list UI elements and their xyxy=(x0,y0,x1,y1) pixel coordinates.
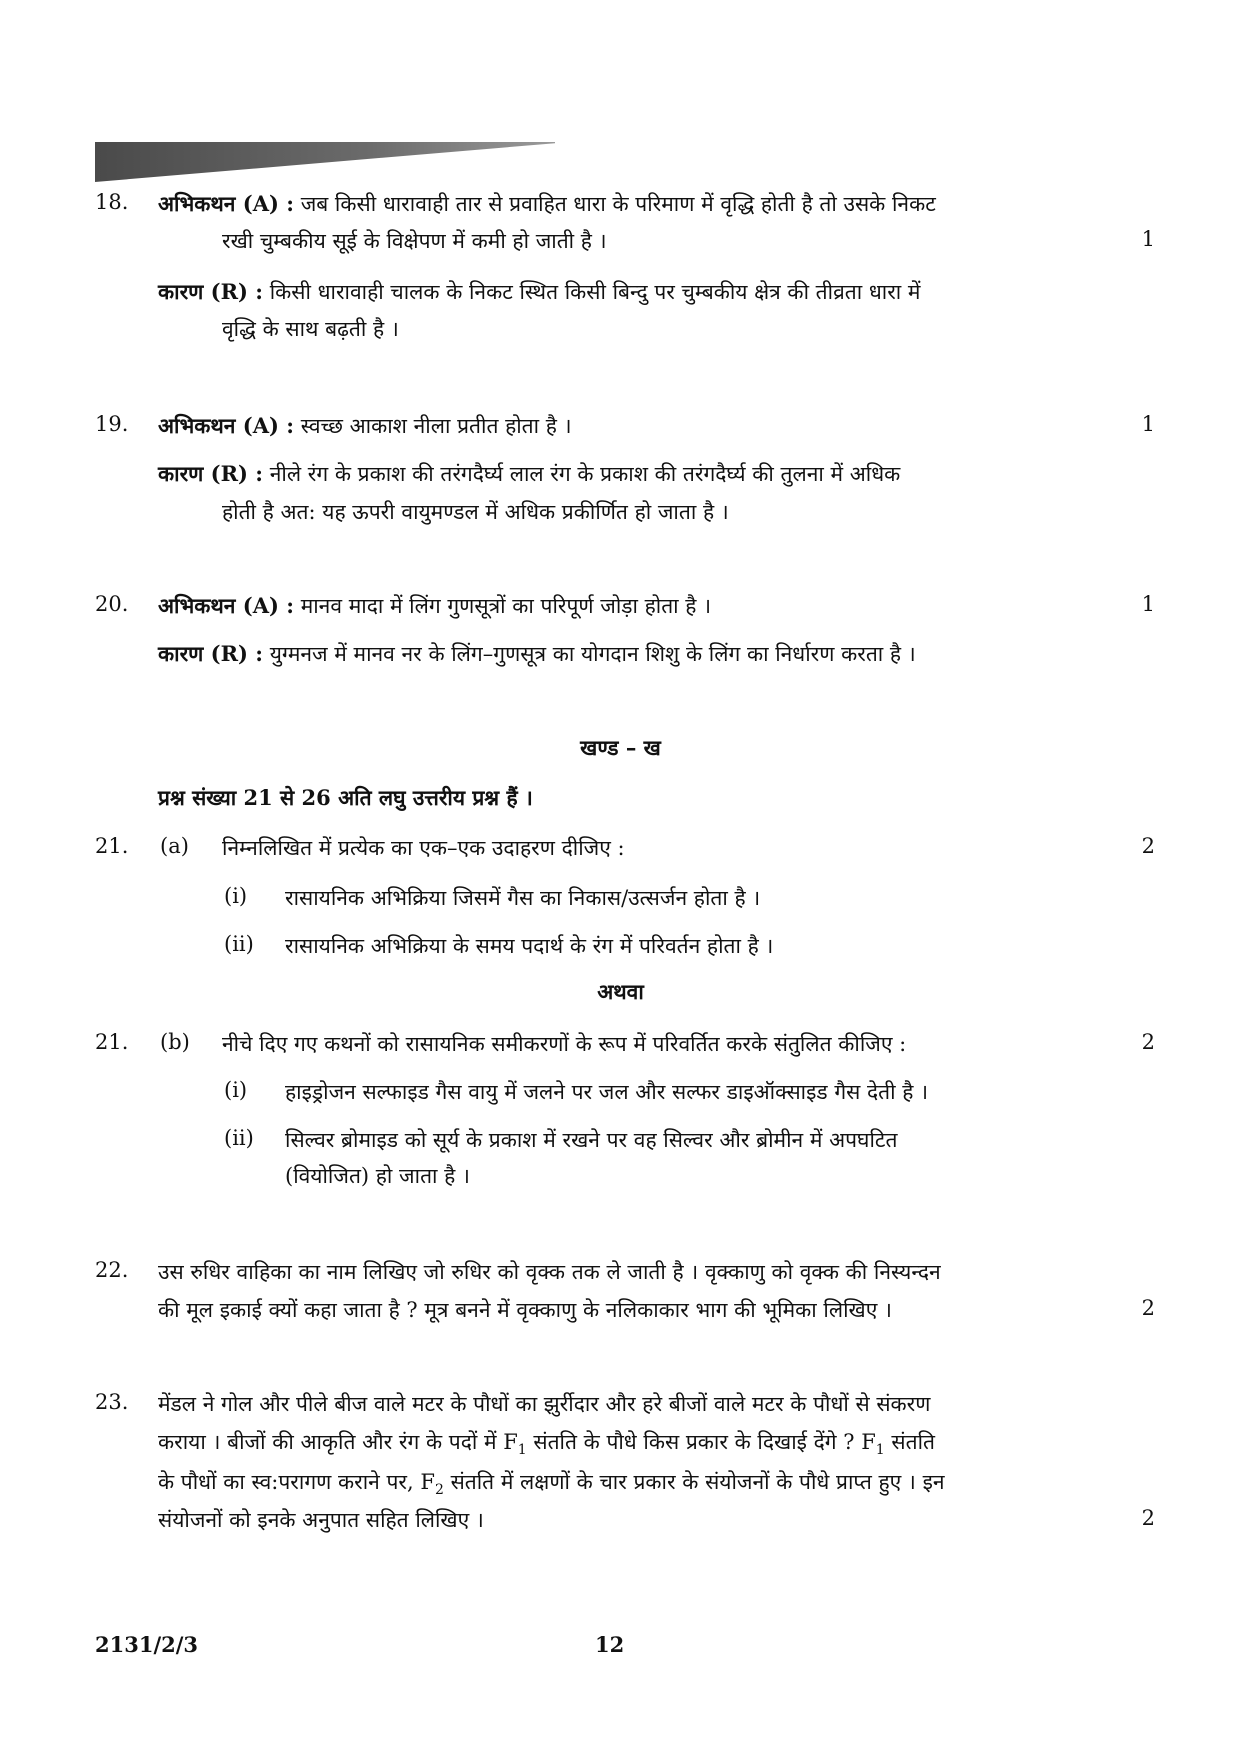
question-text: उस रुधिर वाहिका का नाम लिखिए जो रुधिर को वृक्क तक ले जाती है । वृक्काणु को वृक्क की निस्यन्दन xyxy=(158,1260,941,1284)
subpart-label: (ii) xyxy=(224,1126,254,1150)
question-text-cont: की मूल इकाई क्यों कहा जाता है ? मूत्र बनने में वृक्काणु के नलिकाकार भाग की भूमिका लिखिए । xyxy=(158,1298,892,1322)
marks: 2 xyxy=(1141,1030,1155,1054)
assertion-text-cont: रखी चुम्बकीय सूई के विक्षेपण में कमी हो जाती है । xyxy=(222,229,607,253)
marks: 2 xyxy=(1141,1296,1155,1320)
reason-label: कारण (R) : xyxy=(158,641,264,666)
question-text-line3 xyxy=(158,1468,945,1498)
marks: 2 xyxy=(1141,834,1155,858)
reason-label: कारण (R) : xyxy=(158,279,264,304)
question-number: 19. xyxy=(95,412,129,436)
subpart-label: (i) xyxy=(224,1078,248,1102)
assertion-label: अभिकथन (A) : xyxy=(158,413,294,438)
reason-text: युग्मनज में मानव नर के लिंग–गुणसूत्र का योगदान शिशु के लिंग का निर्धारण करता है । xyxy=(269,642,916,666)
question-number: 21. xyxy=(95,1030,129,1054)
section-note: प्रश्न संख्या 21 से 26 अति लघु उत्तरीय प्रश्न हैं । xyxy=(158,785,533,810)
reason-text: नीले रंग के प्रकाश की तरंगदैर्घ्य लाल रंग के प्रकाश की तरंगदैर्घ्य की तुलना में अधिक xyxy=(269,462,901,486)
reason-text-cont: वृद्धि के साथ बढ़ती है । xyxy=(222,317,399,341)
subpart-text: रासायनिक अभिक्रिया के समय पदार्थ के रंग में परिवर्तन होता है । xyxy=(285,934,774,958)
assertion-text: स्वच्छ आकाश नीला प्रतीत होता है । xyxy=(300,414,572,438)
text-segment: कराया । बीजों की आकृति और रंग के पदों में xyxy=(158,1430,497,1454)
subpart-text: रासायनिक अभिक्रिया जिसमें गैस का निकास/उत्सर्जन होता है । xyxy=(285,886,761,910)
question-number: 18. xyxy=(95,190,129,214)
assertion-label: अभिकथन (A) : xyxy=(158,593,294,618)
subpart-label: (ii) xyxy=(224,932,254,956)
text-segment: संतति में लक्षणों के चार प्रकार के संयोजनों के पौधे प्राप्त हुए । इन xyxy=(450,1470,945,1494)
assertion-line xyxy=(158,412,572,440)
marks: 1 xyxy=(1141,412,1155,436)
assertion-text: मानव मादा में लिंग गुणसूत्रों का परिपूर्ण जोड़ा होता है । xyxy=(300,594,712,618)
assertion-label: अभिकथन (A) : xyxy=(158,191,294,216)
assertion-line xyxy=(158,592,711,620)
f1-symbol: $F_1$ xyxy=(503,1430,527,1459)
text-segment: के पौधों का स्व:परागण कराने पर, xyxy=(158,1470,414,1494)
assertion-line xyxy=(158,190,936,218)
part-label: (a) xyxy=(160,834,189,858)
or-divider: अथवा xyxy=(597,979,644,1004)
question-number: 22. xyxy=(95,1258,129,1282)
question-number: 23. xyxy=(95,1390,129,1414)
question-text: निम्नलिखित में प्रत्येक का एक–एक उदाहरण दीजिए : xyxy=(222,836,625,860)
page-number: 12 xyxy=(595,1632,625,1657)
assertion-text: जब किसी धारावाही तार से प्रवाहित धारा के परिमाण में वृद्धि होती है तो उसके निकट xyxy=(300,192,936,216)
question-text: मेंडल ने गोल और पीले बीज वाले मटर के पौधों का झुर्रीदार और हरे बीजों वाले मटर के पौधों से संकरण xyxy=(158,1392,931,1416)
paper-code: 2131/2/3 xyxy=(95,1632,199,1657)
subpart-text: हाइड्रोजन सल्फाइड गैस वायु में जलने पर जल और सल्फर डाइऑक्साइड गैस देती है । xyxy=(285,1080,929,1104)
part-label: (b) xyxy=(160,1030,190,1054)
section-title: खण्ड – ख xyxy=(580,735,661,760)
text-segment: संतति xyxy=(891,1430,935,1454)
subpart-text: सिल्वर ब्रोमाइड को सूर्य के प्रकाश में रखने पर वह सिल्वर और ब्रोमीन में अपघटित xyxy=(285,1128,898,1152)
f1-symbol: $F_1$ xyxy=(861,1430,885,1459)
marks: 2 xyxy=(1141,1506,1155,1530)
reason-text-cont: होती है अत: यह ऊपरी वायुमण्डल में अधिक प्रकीर्णित हो जाता है । xyxy=(222,500,729,524)
subpart-text-cont: (वियोजित) हो जाता है । xyxy=(285,1164,470,1188)
reason-text: किसी धारावाही चालक के निकट स्थित किसी बिन्दु पर चुम्बकीय क्षेत्र की तीव्रता धारा में xyxy=(269,280,921,304)
question-text-line4: संयोजनों को इनके अनुपात सहित लिखिए । xyxy=(158,1508,484,1532)
reason-line xyxy=(158,278,920,306)
question-number: 21. xyxy=(95,834,129,858)
question-text: नीचे दिए गए कथनों को रासायनिक समीकरणों के रूप में परिवर्तित करके संतुलित कीजिए : xyxy=(222,1032,907,1056)
text-segment: संतति के पौधे किस प्रकार के दिखाई देंगे ? xyxy=(533,1430,855,1454)
marks: 1 xyxy=(1141,227,1155,251)
question-number: 20. xyxy=(95,592,129,616)
f2-symbol: $F_2$ xyxy=(420,1470,444,1499)
reason-label: कारण (R) : xyxy=(158,461,264,486)
question-text-line2 xyxy=(158,1428,935,1458)
marks: 1 xyxy=(1141,592,1155,616)
reason-line xyxy=(158,640,916,668)
subpart-label: (i) xyxy=(224,884,248,908)
reason-line xyxy=(158,460,900,488)
header-band xyxy=(95,142,555,182)
